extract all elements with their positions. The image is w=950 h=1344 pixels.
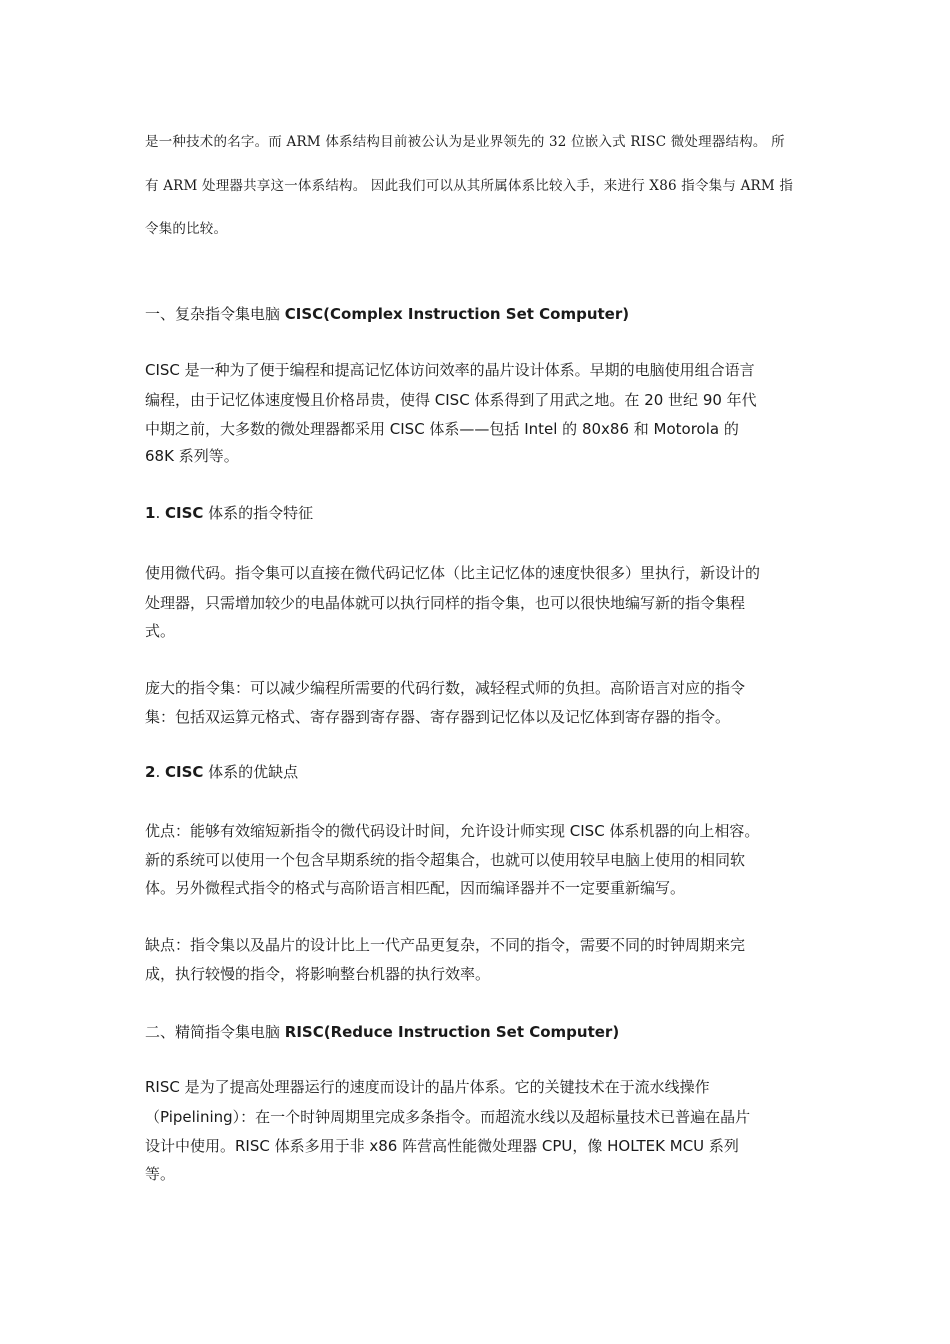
subsection-keyword: CISC: [164, 504, 204, 522]
section-heading-title: RISC(Reduce Instruction Set Computer): [284, 1023, 620, 1041]
intro-line-3: 令集的比较。: [145, 221, 228, 237]
subsection-title: 体系的指令特征: [203, 504, 314, 522]
paragraph-line: RISC 是为了提高处理器运行的速度而设计的晶片体系。它的关键技术在于流水线操作: [145, 1078, 710, 1096]
paragraph-line: 68K 系列等。: [145, 447, 239, 465]
paragraph-line: 新的系统可以使用一个包含早期系统的指令超集合，也就可以使用较早电脑上使用的相同软: [145, 851, 746, 869]
paragraph-line: 等。: [145, 1165, 176, 1183]
subsection-number: 1: [145, 504, 156, 522]
paragraph-line: 优点：能够有效缩短新指令的微代码设计时间，允许设计师实现 CISC 体系机器的向上相容。: [145, 822, 760, 840]
paragraph-line: 集：包括双运算元格式、寄存器到寄存器、寄存器到记忆体以及记忆体到寄存器的指令。: [145, 708, 731, 726]
paragraph-line: 缺点：指令集以及晶片的设计比上一代产品更复杂，不同的指令，需要不同的时钟周期来完: [145, 936, 746, 954]
paragraph-line: （Pipelining）：在一个时钟周期里完成多条指令。而超流水线以及超标量技术已普遍在晶片: [145, 1108, 751, 1126]
section-heading-prefix: 一、复杂指令集电脑: [145, 305, 285, 323]
paragraph-line: 设计中使用。RISC 体系多用于非 x86 阵营高性能微处理器 CPU，像 HOLTEK MCU 系列: [145, 1137, 739, 1155]
subsection-heading-pros-cons: 2. CISC 体系的优缺点: [145, 763, 299, 781]
section-heading-risc: [145, 1021, 619, 1042]
intro-line-2: 有 ARM 处理器共享这一体系结构。 因此我们可以从其所属体系比较入手，来进行 X86 指令集与 ARM 指: [145, 178, 794, 194]
paragraph-line: 编程，由于记忆体速度慢且价格昂贵，使得 CISC 体系得到了用武之地。在 20 世纪 90 年代: [145, 391, 757, 409]
subsection-heading-features: 1. CISC 体系的指令特征: [145, 504, 314, 522]
paragraph-line: 使用微代码。指令集可以直接在微代码记忆体（比主记忆体的速度快很多）里执行，新设计的: [145, 564, 761, 582]
intro-line-1: 是一种技术的名字。而 ARM 体系结构目前被公认为是业界领先的 32 位嵌入式 RISC 微处理器结构。 所: [145, 134, 785, 150]
paragraph-line: 中期之前，大多数的微处理器都采用 CISC 体系——包括 Intel 的 80x86 和 Motorola 的: [145, 420, 739, 438]
section-heading-cisc: [145, 303, 629, 324]
subsection-title: 体系的优缺点: [203, 763, 299, 781]
subsection-number: 2: [145, 763, 156, 781]
subsection-keyword: CISC: [164, 763, 204, 781]
section-heading-title: CISC(Complex Instruction Set Computer): [284, 305, 630, 323]
paragraph-line: 体。另外微程式指令的格式与高阶语言相匹配，因而编译器并不一定要重新编写。: [145, 879, 686, 897]
paragraph-line: 成，执行较慢的指令，将影响整台机器的执行效率。: [145, 965, 491, 983]
paragraph-line: 处理器，只需增加较少的电晶体就可以执行同样的指令集，也可以很快地编写新的指令集程: [145, 594, 746, 612]
paragraph-line: 式。: [145, 622, 176, 640]
paragraph-line: CISC 是一种为了便于编程和提高记忆体访问效率的晶片设计体系。早期的电脑使用组合语言: [145, 361, 755, 379]
section-heading-prefix: 二、精简指令集电脑: [145, 1023, 285, 1041]
paragraph-line: 庞大的指令集：可以减少编程所需要的代码行数，减轻程式师的负担。高阶语言对应的指令: [145, 679, 746, 697]
